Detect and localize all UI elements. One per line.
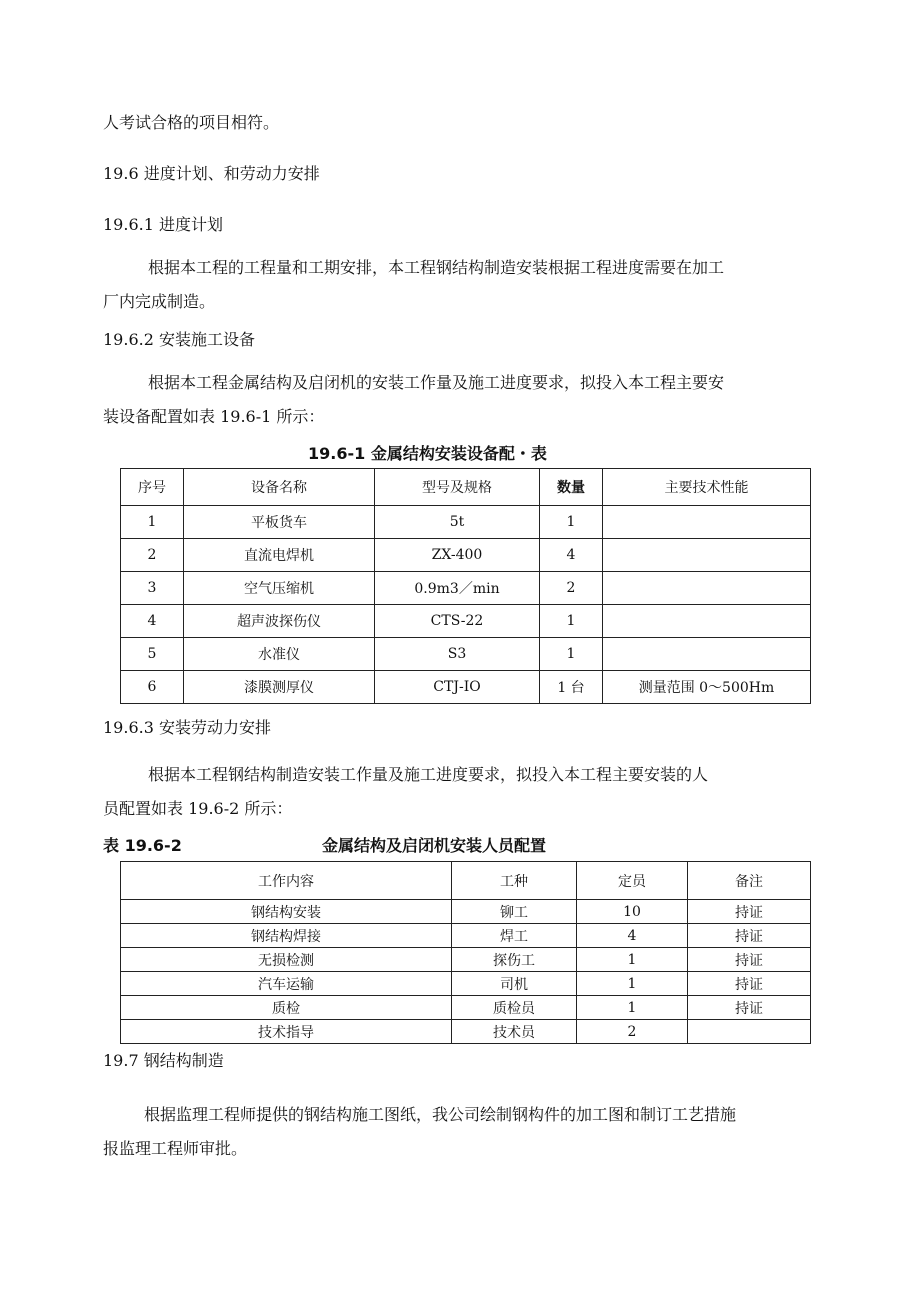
table-cell: 2 (577, 1020, 688, 1044)
paragraph-19-6-3-line2: 员配置如表 19.6-2 所示： (103, 799, 293, 818)
table-cell: 持证 (688, 900, 811, 924)
table-cell: 持证 (688, 924, 811, 948)
table1-caption: 19.6-1 金属结构安装设备配・表 (308, 444, 547, 463)
table-cell: 4 (540, 539, 603, 572)
table-cell: 直流电焊机 (184, 539, 375, 572)
table-row (121, 900, 811, 924)
table-row (121, 506, 811, 539)
section-heading-19-6-3: 19.6.3 安装劳动力安排 (103, 718, 271, 737)
table-cell: 钢结构安装 (121, 900, 452, 924)
table-cell: 6 (121, 671, 184, 704)
table-cell: 超声波探伤仪 (184, 605, 375, 638)
table-cell: 漆膜测厚仪 (184, 671, 375, 704)
table-cell: 持证 (688, 972, 811, 996)
table-cell: 探伤工 (452, 948, 577, 972)
paragraph-19-7-line1: 根据监理工程师提供的钢结构施工图纸，我公司绘制钢构件的加工图和制订工艺措施 (144, 1105, 737, 1124)
header-cell: 工种 (452, 862, 577, 900)
paragraph-19-6-1-line1: 根据本工程的工程量和工期安排，本工程钢结构制造安装根据工程进度需要在加工 (148, 258, 725, 277)
table-cell: 3 (121, 572, 184, 605)
paragraph-19-7-line2: 报监理工程师审批。 (103, 1139, 248, 1158)
table-cell: 空气压缩机 (184, 572, 375, 605)
table2-caption: 金属结构及启闭机安装人员配置 (322, 836, 547, 855)
table-row (121, 572, 811, 605)
table-cell: 1 (540, 506, 603, 539)
table-row (121, 972, 811, 996)
paragraph-continuation: 人考试合格的项目相符。 (103, 113, 280, 132)
table-cell: 2 (121, 539, 184, 572)
table-cell: 1 (540, 605, 603, 638)
section-heading-19-6: 19.6 进度计划、和劳动力安排 (103, 164, 320, 183)
table-row (121, 638, 811, 671)
table-cell: 无损检测 (121, 948, 452, 972)
table-cell: 汽车运输 (121, 972, 452, 996)
table-cell: 技术指导 (121, 1020, 452, 1044)
section-heading-19-6-2: 19.6.2 安装施工设备 (103, 330, 255, 349)
header-cell: 型号及规格 (375, 469, 540, 506)
table-row (121, 948, 811, 972)
table-cell: CTS-22 (375, 605, 540, 638)
table-row (121, 924, 811, 948)
table-header-row (121, 469, 811, 506)
table-cell: 1 (121, 506, 184, 539)
header-cell: 数量 (540, 469, 603, 506)
paragraph-19-6-2-line1: 根据本工程金属结构及启闭机的安装工作量及施工进度要求，拟投入本工程主要安 (148, 373, 725, 392)
table-row (121, 671, 811, 704)
table-cell: 10 (577, 900, 688, 924)
paragraph-19-6-2-line2: 装设备配置如表 19.6-1 所示： (103, 407, 325, 426)
table-cell: 平板货车 (184, 506, 375, 539)
table-cell (603, 605, 811, 638)
table-cell: 质检 (121, 996, 452, 1020)
header-cell: 设备名称 (184, 469, 375, 506)
table-cell: 4 (121, 605, 184, 638)
table-cell: ZX-400 (375, 539, 540, 572)
header-cell: 工作内容 (121, 862, 452, 900)
header-cell: 定员 (577, 862, 688, 900)
table-cell: 1 (577, 996, 688, 1020)
table-cell (603, 539, 811, 572)
table-cell: 水准仪 (184, 638, 375, 671)
table-cell (688, 1020, 811, 1044)
table-cell: 2 (540, 572, 603, 605)
table-cell: 铆工 (452, 900, 577, 924)
table-row (121, 539, 811, 572)
table-cell: 1 (540, 638, 603, 671)
table-cell: 1 (577, 972, 688, 996)
paragraph-19-6-1-line2: 厂内完成制造。 (103, 292, 216, 311)
table-cell: 司机 (452, 972, 577, 996)
table-cell: 质检员 (452, 996, 577, 1020)
table-cell (603, 506, 811, 539)
header-cell: 主要技术性能 (603, 469, 811, 506)
section-heading-19-7: 19.7 钢结构制造 (103, 1051, 224, 1070)
table2-label: 表 19.6-2 (103, 836, 182, 855)
table-cell (603, 572, 811, 605)
equipment-table (120, 468, 811, 704)
table-cell: 0.9m3／min (375, 572, 540, 605)
staffing-table (120, 861, 811, 1044)
table-cell: 1 (577, 948, 688, 972)
header-cell: 序号 (121, 469, 184, 506)
header-cell: 备注 (688, 862, 811, 900)
table-cell: 5 (121, 638, 184, 671)
section-heading-19-6-1: 19.6.1 进度计划 (103, 215, 223, 234)
table-cell: 钢结构焊接 (121, 924, 452, 948)
table-cell: 持证 (688, 996, 811, 1020)
table-cell: CTJ-IO (375, 671, 540, 704)
table-cell: 焊工 (452, 924, 577, 948)
table-row (121, 996, 811, 1020)
table-cell: S3 (375, 638, 540, 671)
table-header-row (121, 862, 811, 900)
table-cell: 5t (375, 506, 540, 539)
table-row (121, 605, 811, 638)
table-cell: 技术员 (452, 1020, 577, 1044)
table-row (121, 1020, 811, 1044)
table-cell: 测量范围 0～500Hm (603, 671, 811, 704)
table-cell: 4 (577, 924, 688, 948)
table-cell: 持证 (688, 948, 811, 972)
table-cell: 1 台 (540, 671, 603, 704)
paragraph-19-6-3-line1: 根据本工程钢结构制造安装工作量及施工进度要求，拟投入本工程主要安装的人 (148, 765, 709, 784)
table-cell (603, 638, 811, 671)
